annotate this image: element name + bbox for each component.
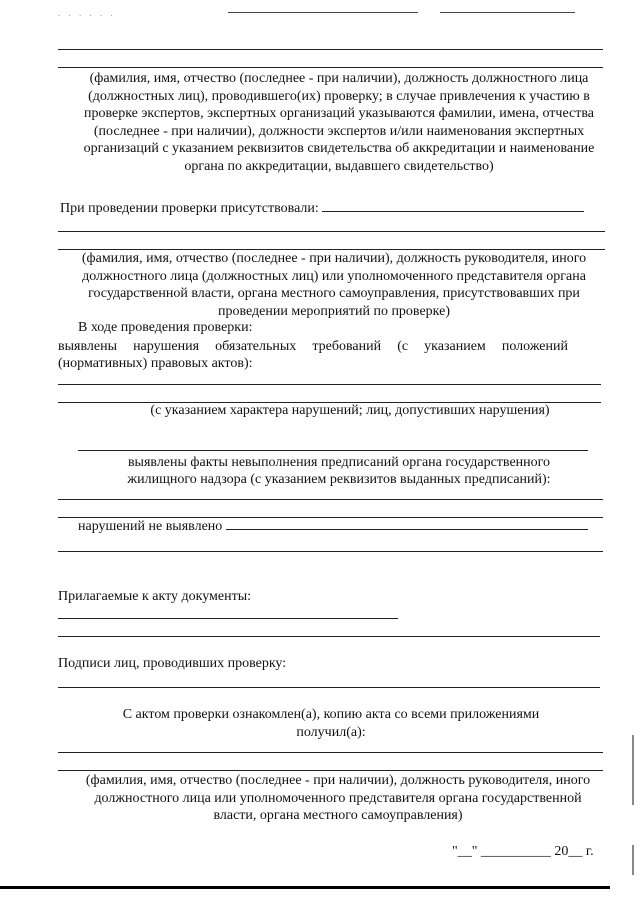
fill-line <box>58 49 603 50</box>
fill-line <box>78 450 588 451</box>
scan-edge-mark <box>632 845 634 875</box>
inspectors-note: (фамилия, имя, отчество (последнее - при наличии), должность должностного лица (должностных лиц), проводившего(их) проверку; в случае привлечения к участию в проверке экспертов, экспертных организаций указываются фамилии, имена, отчества (последнее - при наличии), должности экспертов и/или наименования экспертных организаций с указанием реквизитов свидетельства об аккредитации и наименование органа по аккредитации, выдавшего свидетельство) <box>83 71 595 174</box>
fill-line <box>58 752 603 753</box>
fill-line <box>58 67 603 68</box>
fill-line <box>58 551 603 552</box>
no-violations-text: нарушений не выявлено <box>78 519 223 534</box>
orders-unfulfilled-label: выявлены факты невыполнения предписаний органа государственного жилищного надзора (с указанием реквизитов выданных предписаний): <box>127 455 551 487</box>
fill-line <box>58 618 398 619</box>
fill-line <box>58 770 603 771</box>
attached-docs-label: Прилагаемые к акту документы: <box>58 589 252 604</box>
violations-note: (с указанием характера нарушений; лиц, допустивших нарушения) <box>150 403 550 418</box>
top-partial-line <box>228 12 418 13</box>
fill-line <box>58 687 600 688</box>
fill-line <box>58 384 601 385</box>
present-label <box>60 200 608 217</box>
scan-artifact-dots: . . . . . . <box>58 8 116 18</box>
fill-line <box>58 636 600 637</box>
scan-edge-mark <box>632 735 634 805</box>
violations-found-label: выявлены нарушения обязательных требований (с указанием положений (нормативных) правовых актов): <box>58 339 568 371</box>
fill-line <box>322 210 584 212</box>
page-bottom-border <box>0 886 610 889</box>
date-line: "__" __________ 20__ г. <box>452 844 594 859</box>
fill-line <box>58 231 605 232</box>
no-violations-row <box>78 518 588 535</box>
signatures-label: Подписи лиц, проводивших проверку: <box>58 656 287 671</box>
fill-line <box>226 528 588 530</box>
fill-line <box>58 499 603 500</box>
during-check-label: В ходе проведения проверки: <box>78 320 253 335</box>
ack-note: (фамилия, имя, отчество (последнее - при наличии), должность руководителя, иного должностного лица или уполномоченного представителя органа государственной власти, органа местного самоуправления) <box>85 773 591 823</box>
top-partial-line-2 <box>440 12 575 13</box>
acknowledged-text: С актом проверки ознакомлен(а), копию акта со всеми приложениями получил(а): <box>122 707 540 740</box>
present-label-text: При проведении проверки присутствовали: <box>60 201 319 216</box>
present-note: (фамилия, имя, отчество (последнее - при наличии), должность руководителя, иного должностного лица (должностных лиц) или уполномоченного представителя органа государственной власти, органа местного самоуправления, присутствовавших при проведении мероприятий по проверке) <box>81 251 587 319</box>
